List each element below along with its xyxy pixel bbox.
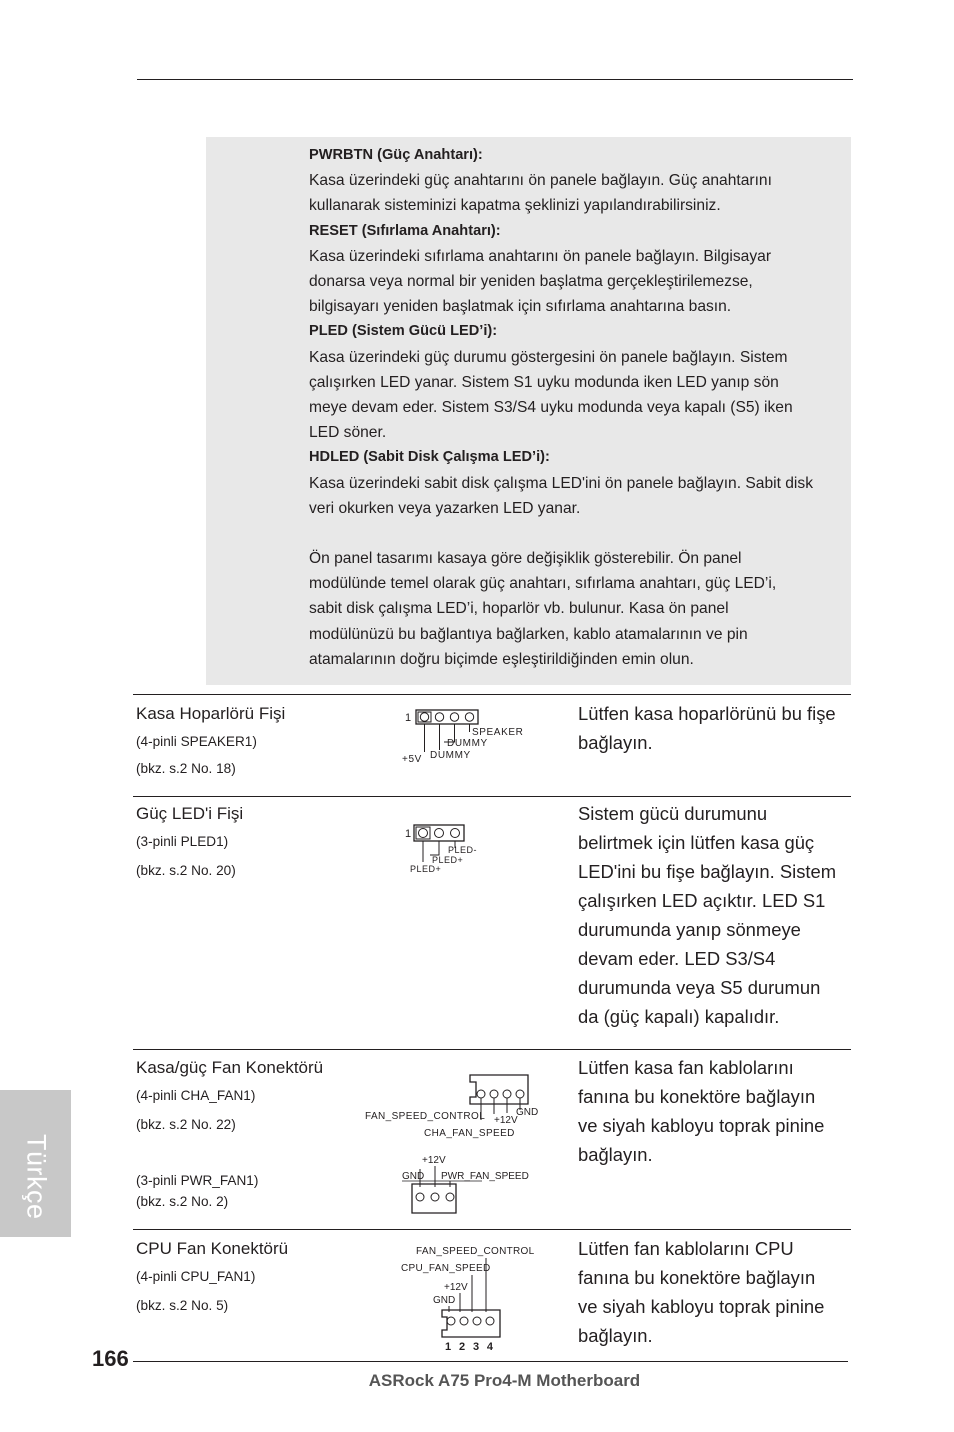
pled-header-diagram (402, 820, 502, 878)
pin (419, 829, 428, 838)
bottom-rule (133, 1361, 848, 1362)
pwr-plus12v-label: +12V (422, 1155, 446, 1166)
chassis-fan-title: Kasa/güç Fan Konektörü (136, 1058, 324, 1077)
pin (516, 1090, 524, 1098)
plus5v-pin-label: +5V (402, 754, 422, 765)
pled-plus-label: PLED+ (432, 855, 464, 865)
page-number: 166 (92, 1346, 129, 1371)
gnd-label: GND (433, 1295, 456, 1306)
dummy-pin-label: DUMMY (447, 738, 488, 749)
cpu-fan-desc-line: ve siyah kabloyu toprak pinine (578, 1296, 825, 1317)
pled-desc-line: da (güç kapalı) kapalıdır. (578, 1006, 780, 1027)
cpu-fan-pin-info: (4-pinli CPU_FAN1) (136, 1269, 256, 1284)
reset-heading: RESET (Sıfırlama Anahtarı): (309, 222, 501, 239)
fan-speed-control-label: FAN_SPEED_CONTROL (416, 1246, 535, 1257)
wire (430, 841, 439, 855)
pin1-label: 1 (405, 712, 412, 724)
speaker-header-diagram (398, 704, 528, 768)
gnd-label: GND (516, 1107, 539, 1118)
pin1-label: 1 (405, 828, 412, 840)
row-divider (133, 1229, 851, 1230)
pwr-fan-header-outline (412, 1184, 456, 1213)
note-line: modülünüzü bu bağlantıya bağlarken, kablo atamalarının ve pin (309, 625, 748, 643)
hdled-heading: HDLED (Sabit Disk Çalışma LED’i): (309, 449, 550, 466)
note-line: atamalarının doğru biçimde eşleştirildiğinden emin olun. (309, 650, 694, 668)
cha-fan-header-outline (470, 1075, 528, 1104)
speaker-title: Kasa Hoparlörü Fişi (136, 704, 286, 723)
row-divider (133, 1049, 851, 1050)
pled-desc-line: devam eder. LED S3/S4 (578, 948, 776, 969)
pled-line: meye devam eder. Sistem S3/S4 uyku modunda veya kapalı (S5) iken (309, 399, 793, 417)
pwrbtn-heading: PWRBTN (Güç Anahtarı): (309, 147, 483, 163)
front-panel-info-text (309, 143, 854, 672)
chassis-fan-pin-info: (4-pinli CHA_FAN1) (136, 1088, 256, 1103)
cpu-fan-description (578, 1234, 858, 1350)
pled-plus-label: PLED+ (410, 864, 442, 874)
speaker-pin-info: (4-pinli SPEAKER1) (136, 734, 257, 749)
pled-desc-line: durumunda yanıp sönmeye (578, 919, 801, 940)
note-line: Ön panel tasarımı kasaya göre değişiklik gösterebilir. Ön panel (309, 550, 742, 568)
pin (450, 713, 458, 721)
pled-description (578, 799, 858, 1031)
speaker-desc-line: Lütfen kasa hoparlörünü bu fişe (578, 703, 836, 724)
pled-desc-line: çalışırken LED açıktır. LED S1 (578, 890, 826, 911)
chassis-fan-desc-line: ve siyah kabloyu toprak pinine (578, 1115, 825, 1136)
front-panel-info-box (206, 137, 851, 685)
pled-desc-line: LED'ini bu fişe bağlayın. Sistem (578, 861, 837, 882)
pin (465, 713, 473, 721)
pwrbtn-line: kullanarak sisteminizi kapatma şeklinizi yapılandırabilirsiniz. (309, 197, 721, 215)
pin (460, 1317, 468, 1325)
pled-line: çalışırken LED yanar. Sistem S1 uyku modunda iken LED yanıp sön (309, 373, 779, 391)
footer-title: ASRock A75 Pro4-M Motherboard (368, 1371, 641, 1390)
speaker-ref: (bkz. s.2 No. 18) (136, 761, 236, 776)
pled-line: LED söner. (309, 424, 387, 442)
cpu-fan-ref: (bkz. s.2 No. 5) (136, 1298, 229, 1313)
plus12v-label: +12V (444, 1282, 468, 1293)
pled-pin-info: (3-pinli PLED1) (136, 834, 229, 849)
dummy-pin-label: DUMMY (430, 750, 471, 761)
pin (416, 1193, 424, 1201)
pin-number-labels: 1 2 3 4 (445, 1341, 496, 1353)
speaker-description (578, 699, 858, 757)
paragraph-gap (309, 521, 854, 546)
reset-line: donarsa veya normal bir yeniden başlatma gerçekleştirilemezse, (309, 273, 753, 291)
pin (447, 1317, 455, 1325)
chassis-fan-desc-line: Lütfen kasa fan kablolarını (578, 1057, 794, 1078)
hdled-line: veri okurken veya yazarken LED yanar. (309, 499, 581, 517)
reset-line: Kasa üzerindeki sıfırlama anahtarını ön panele bağlayın. Bilgisayar (309, 247, 772, 265)
pwrbtn-line: Kasa üzerindeki güç anahtarını ön panele bağlayın. Güç anahtarını (309, 172, 772, 190)
language-side-tab (0, 1090, 71, 1237)
pled-minus-label: PLED- (448, 845, 478, 855)
reset-line: bilgisayarı yeniden başlatmak için sıfırlama anahtarına basın. (309, 298, 732, 316)
chassis-fan-desc-line: bağlayın. (578, 1144, 653, 1165)
pin (435, 713, 443, 721)
pled-ref: (bkz. s.2 No. 20) (136, 863, 236, 878)
cpu-fan-header-outline (442, 1310, 500, 1337)
chassis-fan-description (578, 1053, 858, 1169)
pin (435, 829, 444, 838)
cpu-fan-diagram (398, 1240, 538, 1355)
plus12v-label: +12V (494, 1115, 518, 1126)
fan-speed-control-label: FAN_SPEED_CONTROL (365, 1111, 486, 1122)
cpu-fan-desc-line: fanına bu konektöre bağlayın (578, 1267, 816, 1288)
pin (473, 1317, 481, 1325)
cpu-fan-title: CPU Fan Konektörü (136, 1239, 289, 1258)
chassis-fan-ref: (bkz. s.2 No. 22) (136, 1117, 236, 1132)
top-rule (137, 79, 853, 80)
pwr-fan-speed-label: PWR_FAN_SPEED (441, 1171, 529, 1182)
pin (503, 1090, 511, 1098)
pin (477, 1090, 485, 1098)
speaker-pin-label: SPEAKER (472, 727, 524, 738)
pin (490, 1090, 498, 1098)
note-line: sabit disk çalışma LED’i, hoparlör vb. bulunur. Kasa ön panel (309, 600, 729, 618)
note-line: modülünde temel olarak güç anahtarı, sıfırlama anahtarı, güç LED’i, (309, 575, 777, 593)
hdled-line: Kasa üzerindeki sabit disk çalışma LED'ini ön panele bağlayın. Sabit disk (309, 474, 813, 492)
pled-line: Kasa üzerindeki güç durumu göstergesini ön panele bağlayın. Sistem (309, 348, 788, 366)
pwr-gnd-label: GND (402, 1171, 425, 1182)
speaker-desc-line: bağlayın. (578, 732, 653, 753)
power-fan-ref: (bkz. s.2 No. 2) (136, 1194, 229, 1209)
power-fan-pin-info: (3-pinli PWR_FAN1) (136, 1173, 259, 1188)
cpu-fan-speed-label: CPU_FAN_SPEED (401, 1263, 491, 1274)
pin (446, 1193, 454, 1201)
pin (486, 1317, 494, 1325)
pled-title: Güç LED'i Fişi (136, 804, 244, 823)
row-divider (133, 694, 851, 695)
pin (431, 1193, 439, 1201)
chassis-fan-diagram (362, 1070, 552, 1218)
pled-desc-line: belirtmek için lütfen kasa güç (578, 832, 815, 853)
pled-desc-line: Sistem gücü durumunu (578, 803, 768, 824)
cpu-fan-desc-line: Lütfen fan kablolarını CPU (578, 1238, 794, 1259)
chassis-fan-desc-line: fanına bu konektöre bağlayın (578, 1086, 816, 1107)
cha-fan-speed-label: CHA_FAN_SPEED (424, 1128, 515, 1139)
pin (420, 713, 428, 721)
pin (451, 829, 460, 838)
pled-desc-line: durumunda veya S5 durumun (578, 977, 821, 998)
cpu-fan-desc-line: bağlayın. (578, 1325, 653, 1346)
pled-heading: PLED (Sistem Gücü LED’i): (309, 323, 498, 340)
language-tab-label: Türkçe (21, 1134, 52, 1220)
row-divider (133, 796, 851, 797)
